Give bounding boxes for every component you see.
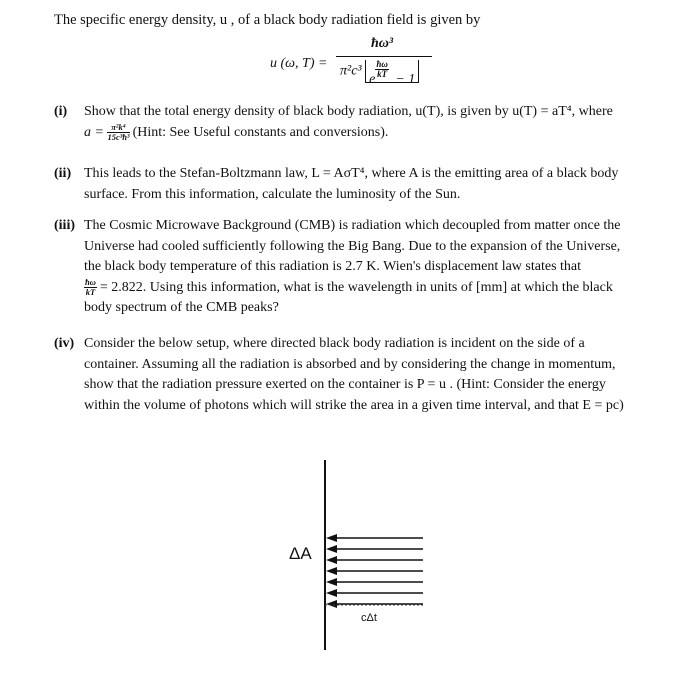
a-denominator: 15c³ħ³ <box>107 131 130 142</box>
minus-one: − 1 <box>395 72 416 87</box>
item-label: (i) <box>54 104 68 119</box>
photon-arrow-head <box>326 534 337 542</box>
a-fraction <box>107 123 129 142</box>
item-line: Universe had cooled sufficiently following the Big Bang. Due to the expansion of the Universe, <box>84 238 621 254</box>
length-label: cΔt <box>361 612 377 624</box>
area-label: ΔA <box>289 544 312 563</box>
wien-numerator: ħω <box>85 276 96 287</box>
item-line: body spectrum of the CMB peaks? <box>84 300 279 315</box>
item-text <box>84 216 660 319</box>
wien-text: = 2.822. Using this information, what is the wavelength in units of [mm] at which the black <box>99 279 613 295</box>
item-label: (ii) <box>54 166 72 181</box>
item-text <box>84 334 660 416</box>
denominator-prefix: π²c³ <box>340 63 362 79</box>
item-line: show that the radiation pressure exerted on the container is P = u . (Hint: Consider the energy <box>84 377 606 392</box>
fraction-bar <box>336 56 432 57</box>
item-line: within the volume of photons which will strike the area in a given time interval, and that E = pc) <box>84 397 624 413</box>
photon-arrow-head <box>326 567 337 575</box>
wien-fraction <box>84 278 97 297</box>
item-line: container. Assuming all the radiation is absorbed and by considering the change in momentum, <box>84 356 616 372</box>
intro-text: The specific energy density, u , of a black body radiation field is given by <box>54 12 481 28</box>
photon-arrows <box>326 534 423 608</box>
item-line: Show that the total energy density of black body radiation, u(T), is given by u(T) = aT⁴, where <box>84 104 613 119</box>
item-line: This leads to the Stefan-Boltzmann law, L = AσT⁴, where A is the emitting area of a black body <box>84 166 619 181</box>
photon-arrow-head <box>326 578 337 586</box>
a-lhs: a = <box>84 124 104 140</box>
item-line-wien <box>84 278 660 299</box>
photon-arrow-head <box>326 556 337 564</box>
item-line: surface. From this information, calculate the luminosity of the Sun. <box>84 186 461 202</box>
item-line: The Cosmic Microwave Background (CMB) is radiation which decoupled from matter once the <box>84 218 621 233</box>
a-numerator: π²k⁴ <box>107 123 129 133</box>
exponent-top: ħω <box>376 59 388 69</box>
exponent-bottom: kT <box>377 69 388 79</box>
hint-text: (Hint: See Useful constants and conversions). <box>132 124 389 140</box>
denominator-bracket <box>365 59 419 87</box>
exponent-fraction <box>375 60 389 79</box>
equation-denominator <box>340 59 419 87</box>
exp-base: e <box>369 72 376 87</box>
photon-arrow-head <box>326 545 337 553</box>
photon-arrow-head <box>326 600 337 608</box>
radiation-pressure-diagram <box>285 455 435 655</box>
equation-lhs: u (ω, T) = <box>270 56 328 71</box>
item-text <box>84 102 660 143</box>
item-label: (iv) <box>54 336 75 351</box>
equation-numerator: ħω³ <box>371 36 394 51</box>
item-line: Consider the below setup, where directed black body radiation is incident on the side of a <box>84 336 585 351</box>
item-line: the black body temperature of this radiation is 2.7 K. Wien's displacement law states that <box>84 259 582 274</box>
item-line-a-definition <box>84 123 660 144</box>
item-label: (iii) <box>54 218 75 233</box>
photon-arrow-head <box>326 589 337 597</box>
item-text <box>84 164 660 205</box>
wien-denominator: kT <box>85 286 96 297</box>
